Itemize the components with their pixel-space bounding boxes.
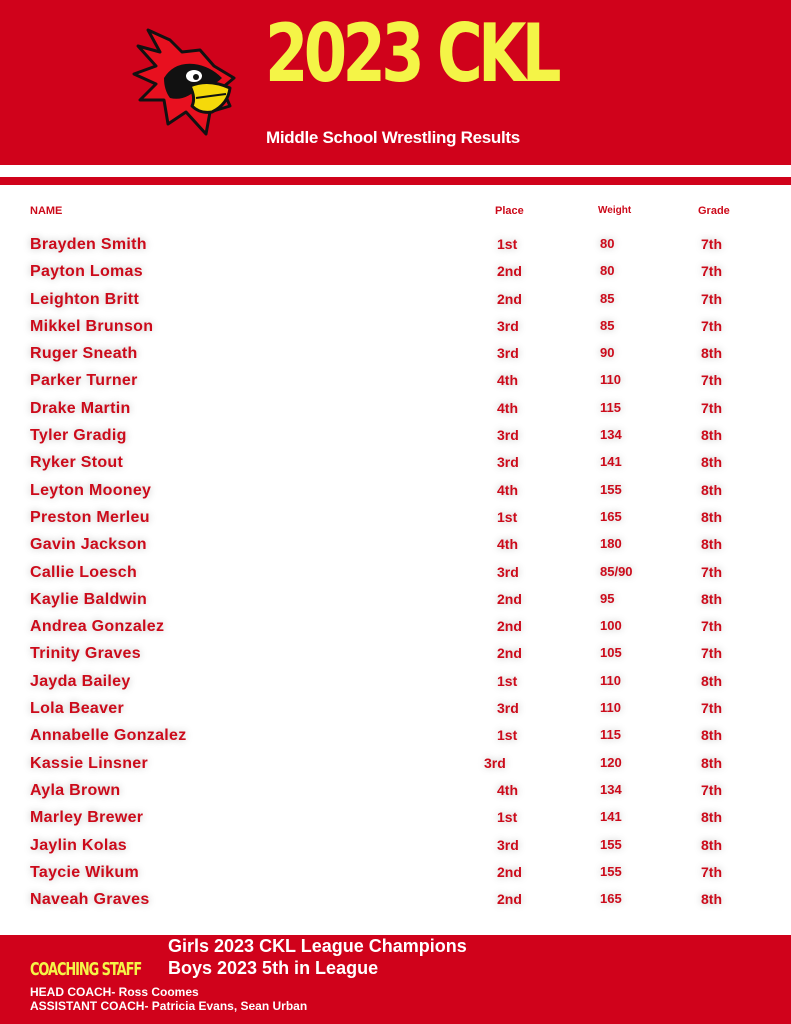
wrestler-weight: 155 — [600, 481, 622, 497]
wrestler-weight: 155 — [600, 836, 622, 852]
wrestler-name: Preston Merleu — [30, 508, 150, 526]
table-row — [0, 587, 791, 614]
page-subtitle: Middle School Wrestling Results — [266, 128, 520, 147]
wrestler-weight: 80 — [600, 236, 615, 251]
assistant-coach-line: ASSISTANT COACH- Patricia Evans, Sean Urban — [30, 999, 308, 1013]
wrestler-grade: 8th — [701, 345, 722, 362]
wrestler-name: Callie Loesch — [30, 563, 138, 581]
wrestler-name: Lola Beaver — [30, 700, 125, 718]
wrestler-weight: 110 — [600, 700, 621, 716]
wrestler-place: 4th — [497, 372, 518, 389]
table-row — [0, 860, 791, 887]
results-table — [0, 232, 791, 914]
wrestler-place: 1st — [497, 672, 518, 689]
wrestler-grade: 8th — [701, 727, 722, 744]
wrestler-grade: 7th — [701, 263, 722, 280]
wrestler-name: Ryker Stout — [30, 454, 124, 472]
table-row — [0, 532, 791, 559]
wrestler-place: 4th — [497, 399, 518, 416]
wrestler-name: Trinity Graves — [30, 645, 141, 663]
wrestler-weight: 115 — [600, 727, 621, 743]
wrestler-name: Ayla Brown — [30, 781, 121, 799]
coaching-staff-title: COACHING STAFF — [30, 959, 142, 980]
wrestler-place: 2nd — [497, 863, 522, 880]
wrestler-place: 2nd — [497, 645, 522, 662]
wrestler-name: Taycie Wikum — [30, 863, 139, 881]
wrestler-weight: 120 — [600, 754, 622, 770]
column-header-grade: Grade — [698, 205, 730, 217]
wrestler-name: Leyton Mooney — [30, 481, 152, 499]
wrestler-name: Tyler Gradig — [30, 427, 127, 445]
wrestler-grade: 7th — [701, 645, 722, 662]
wrestler-weight: 141 — [600, 454, 622, 470]
wrestler-place: 3rd — [497, 700, 519, 717]
divider-stripe — [0, 177, 791, 185]
wrestler-weight: 165 — [600, 891, 622, 907]
wrestler-grade: 7th — [701, 700, 722, 717]
table-row — [0, 287, 791, 314]
wrestler-weight: 180 — [600, 536, 622, 552]
table-row — [0, 478, 791, 505]
wrestler-name: Jayda Bailey — [30, 672, 131, 690]
wrestler-grade: 8th — [701, 672, 722, 689]
page-title: 2023 CKL — [265, 7, 557, 100]
champions-text — [168, 935, 467, 979]
wrestler-name: Parker Turner — [30, 372, 138, 390]
wrestler-weight: 80 — [600, 263, 615, 279]
wrestler-place: 2nd — [497, 290, 522, 307]
table-row — [0, 723, 791, 750]
wrestler-place: 4th — [497, 536, 518, 553]
table-row — [0, 232, 791, 259]
cardinal-mascot-icon — [130, 22, 240, 142]
wrestler-place: 1st — [497, 236, 518, 252]
wrestler-name: Naveah Graves — [30, 891, 150, 909]
wrestler-weight: 85/90 — [600, 563, 633, 579]
wrestler-grade: 7th — [701, 372, 722, 389]
table-row — [0, 751, 791, 778]
wrestler-grade: 7th — [701, 618, 722, 635]
wrestler-place: 1st — [497, 727, 518, 744]
table-row — [0, 669, 791, 696]
table-row — [0, 887, 791, 914]
wrestler-name: Leighton Britt — [30, 290, 140, 308]
wrestler-name: Brayden Smith — [30, 236, 147, 253]
wrestler-name: Marley Brewer — [30, 809, 144, 827]
wrestler-grade: 7th — [701, 317, 722, 334]
wrestler-weight: 110 — [600, 372, 621, 388]
wrestler-weight: 85 — [600, 317, 615, 333]
wrestler-name: Gavin Jackson — [30, 536, 147, 554]
wrestler-grade: 8th — [701, 836, 722, 853]
wrestler-place: 3rd — [497, 317, 519, 334]
table-row — [0, 696, 791, 723]
wrestler-place: 4th — [497, 481, 518, 498]
table-row — [0, 314, 791, 341]
wrestler-grade: 8th — [701, 536, 722, 553]
table-row — [0, 778, 791, 805]
table-row — [0, 450, 791, 477]
wrestler-name: Kassie Linsner — [30, 754, 149, 772]
table-row — [0, 614, 791, 641]
wrestler-grade: 7th — [701, 236, 722, 252]
table-row — [0, 805, 791, 832]
wrestler-grade: 7th — [701, 863, 722, 880]
wrestler-place: 3rd — [497, 563, 519, 580]
champions-line-boys: Boys 2023 5th in League — [168, 958, 379, 978]
table-row — [0, 423, 791, 450]
wrestler-place: 4th — [497, 781, 518, 798]
table-row — [0, 641, 791, 668]
table-row — [0, 560, 791, 587]
wrestler-grade: 7th — [701, 399, 722, 416]
wrestler-weight: 105 — [600, 645, 622, 661]
table-row — [0, 259, 791, 286]
footer-banner — [0, 935, 791, 1024]
wrestler-weight: 134 — [600, 427, 622, 443]
wrestler-name: Jaylin Kolas — [30, 836, 127, 854]
wrestler-name: Payton Lomas — [30, 263, 143, 281]
table-row — [0, 833, 791, 860]
wrestler-weight: 90 — [600, 345, 615, 361]
wrestler-place: 2nd — [497, 590, 522, 607]
table-row — [0, 368, 791, 395]
wrestler-place: 3rd — [497, 454, 519, 471]
wrestler-grade: 7th — [701, 290, 722, 307]
wrestler-name: Kaylie Baldwin — [30, 590, 148, 608]
wrestler-weight: 165 — [600, 508, 622, 524]
wrestler-weight: 95 — [600, 590, 615, 606]
wrestler-weight: 141 — [600, 809, 622, 825]
champions-line-girls: Girls 2023 CKL League Champions — [168, 936, 467, 956]
wrestler-grade: 8th — [701, 454, 722, 471]
column-header-weight: Weight — [598, 205, 632, 216]
wrestler-name: Ruger Sneath — [30, 345, 138, 363]
table-row — [0, 396, 791, 423]
wrestler-place: 2nd — [497, 263, 522, 280]
wrestler-place: 1st — [497, 508, 518, 525]
wrestler-grade: 7th — [701, 563, 722, 580]
wrestler-place: 3rd — [497, 345, 519, 362]
wrestler-grade: 8th — [701, 754, 722, 771]
wrestler-grade: 8th — [701, 891, 722, 908]
wrestler-place: 2nd — [497, 891, 522, 908]
wrestler-grade: 8th — [701, 427, 722, 444]
wrestler-place: 1st — [497, 809, 518, 826]
wrestler-place: 3rd — [484, 754, 506, 771]
wrestler-name: Annabelle Gonzalez — [30, 727, 187, 745]
wrestler-name: Drake Martin — [30, 399, 131, 417]
header-banner — [0, 0, 791, 165]
wrestler-name: Mikkel Brunson — [30, 317, 154, 335]
wrestler-weight: 115 — [600, 399, 621, 415]
column-header-name: NAME — [30, 205, 63, 217]
table-row — [0, 505, 791, 532]
table-row — [0, 341, 791, 368]
head-coach-line: HEAD COACH- Ross Coomes — [30, 985, 199, 999]
wrestler-place: 3rd — [497, 427, 519, 444]
wrestler-grade: 8th — [701, 590, 722, 607]
wrestler-weight: 110 — [600, 672, 621, 688]
wrestler-weight: 85 — [600, 290, 615, 306]
wrestler-grade: 8th — [701, 809, 722, 826]
wrestler-weight: 100 — [600, 618, 622, 634]
wrestler-grade: 8th — [701, 508, 722, 525]
wrestler-grade: 7th — [701, 781, 722, 798]
wrestler-grade: 8th — [701, 481, 722, 498]
wrestler-name: Andrea Gonzalez — [30, 618, 165, 636]
wrestler-place: 3rd — [497, 836, 519, 853]
column-header-place: Place — [495, 205, 524, 217]
wrestler-weight: 155 — [600, 863, 622, 879]
wrestler-place: 2nd — [497, 618, 522, 635]
wrestler-weight: 134 — [600, 781, 622, 797]
